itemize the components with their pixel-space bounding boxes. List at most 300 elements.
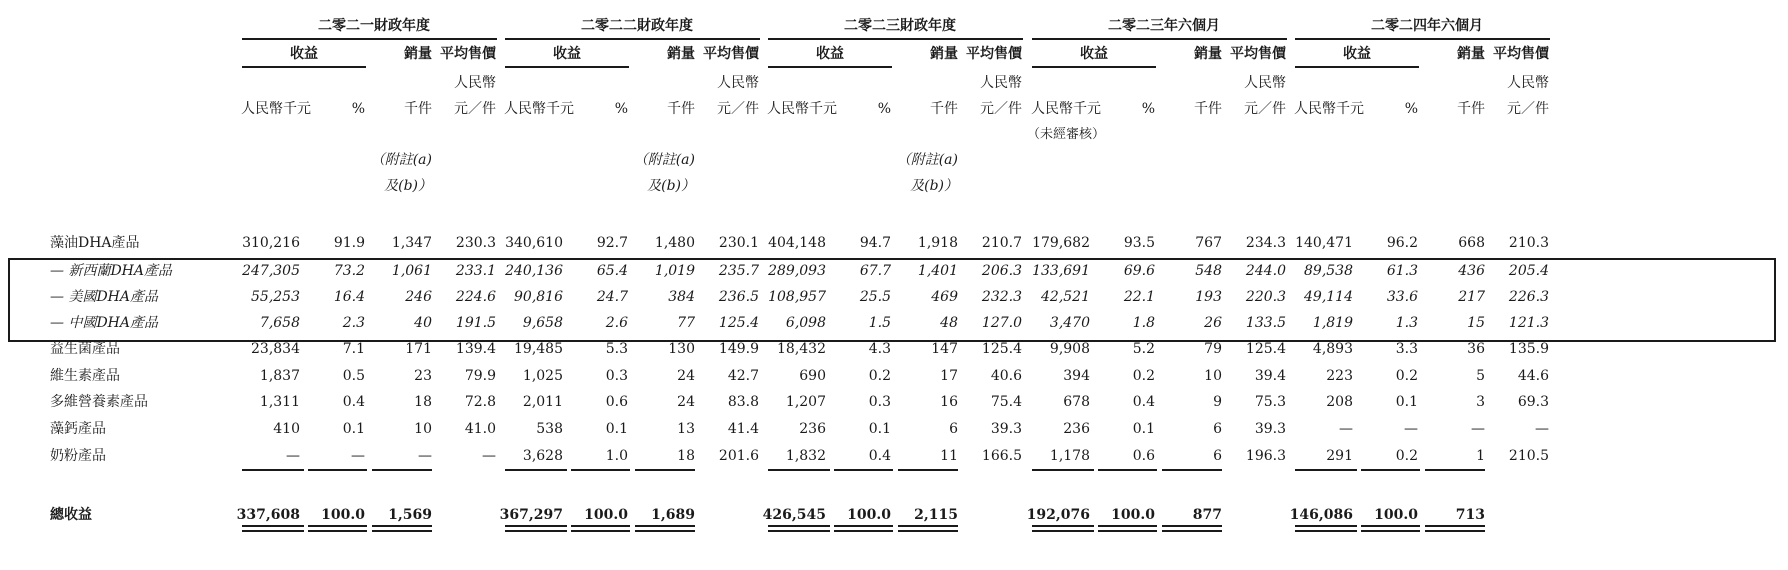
unit-thousand-units: 千件 [1194, 101, 1222, 117]
table-cell: 410 [273, 421, 300, 437]
table-cell: 193 [1195, 289, 1222, 305]
table-cell: 171 [405, 341, 432, 357]
table-cell: 7,658 [259, 315, 300, 331]
table-cell: 65.4 [596, 263, 628, 279]
table-cell: — [418, 448, 432, 464]
total-cell: 2,115 [914, 507, 958, 523]
table-cell: 3,628 [522, 448, 563, 464]
table-cell: 139.4 [455, 341, 496, 357]
table-cell: 3 [1476, 394, 1485, 410]
table-cell: 1,025 [522, 368, 563, 384]
total-double-rule [1098, 525, 1157, 527]
table-cell: 340,610 [505, 235, 563, 251]
table-cell: 0.1 [342, 421, 365, 437]
unit-rmb-per-item: 元／件 [454, 101, 496, 117]
total-double-rule [1032, 530, 1094, 532]
revenue-underline [1032, 66, 1156, 68]
subtotal-rule [1295, 469, 1357, 471]
volume-header: 銷量 [1457, 46, 1485, 62]
table-cell: 16.4 [333, 289, 365, 305]
table-cell: 41.0 [464, 421, 496, 437]
table-cell: — [1404, 421, 1418, 437]
table-cell: 240,136 [505, 263, 563, 279]
table-cell: 235.7 [718, 263, 759, 279]
row-label: — 中國DHA產品 [50, 315, 158, 331]
table-cell: 236 [799, 421, 826, 437]
total-double-rule [768, 525, 830, 527]
table-cell: 44.6 [1517, 368, 1549, 384]
avg-price-header: 平均售價 [440, 46, 496, 62]
period-underline [1295, 38, 1550, 40]
table-cell: 41.4 [727, 421, 759, 437]
total-double-rule [308, 530, 367, 532]
total-double-rule [242, 530, 304, 532]
table-cell: 127.0 [981, 315, 1022, 331]
avg-price-header: 平均售價 [1230, 46, 1286, 62]
table-cell: — [1339, 421, 1353, 437]
table-cell: 135.9 [1508, 341, 1549, 357]
table-cell: 0.6 [1132, 448, 1155, 464]
revenue-header: 收益 [816, 46, 844, 62]
total-double-rule [635, 525, 695, 527]
unit-rmb-line1: 人民幣 [717, 75, 759, 91]
table-cell: 147 [931, 341, 958, 357]
unit-rmb-thousand: 人民幣千元 [1031, 101, 1101, 117]
table-cell: 310,216 [242, 235, 300, 251]
table-cell: 1,207 [785, 394, 826, 410]
subtotal-rule [635, 469, 695, 471]
total-double-rule [372, 530, 432, 532]
table-cell: 3.3 [1395, 341, 1418, 357]
period-header: 二零二一財政年度 [318, 18, 430, 34]
note-a-line1: （附註(a) [633, 152, 695, 168]
table-cell: 39.3 [990, 421, 1022, 437]
total-double-rule [1425, 530, 1485, 532]
total-cell: 192,076 [1026, 507, 1090, 523]
table-cell: 96.2 [1386, 235, 1418, 251]
avg-price-header: 平均售價 [1493, 46, 1549, 62]
total-double-rule [1361, 530, 1420, 532]
table-cell: 224.6 [455, 289, 496, 305]
table-cell: 75.3 [1254, 394, 1286, 410]
table-cell: 121.3 [1508, 315, 1549, 331]
table-cell: 83.8 [727, 394, 759, 410]
table-cell: 133.5 [1245, 315, 1286, 331]
table-cell: 6 [949, 421, 958, 437]
table-cell: 767 [1195, 235, 1222, 251]
table-cell: 244.0 [1245, 263, 1286, 279]
unit-rmb-per-item: 元／件 [717, 101, 759, 117]
unit-percent: % [1404, 101, 1418, 117]
table-cell: 0.4 [1132, 394, 1155, 410]
table-cell: 0.3 [868, 394, 891, 410]
table-cell: 42.7 [727, 368, 759, 384]
total-cell: 100.0 [847, 507, 891, 523]
total-double-rule [1295, 530, 1357, 532]
table-cell: 191.5 [455, 315, 496, 331]
table-cell: 18,432 [777, 341, 826, 357]
table-cell: — [351, 448, 365, 464]
total-cell: 100.0 [584, 507, 628, 523]
table-cell: 196.3 [1245, 448, 1286, 464]
table-cell: 67.7 [859, 263, 891, 279]
table-cell: 1,837 [259, 368, 300, 384]
table-cell: 1,347 [391, 235, 432, 251]
table-cell: 39.4 [1254, 368, 1286, 384]
table-cell: 384 [668, 289, 695, 305]
table-cell: 0.4 [868, 448, 891, 464]
table-cell: 9,658 [522, 315, 563, 331]
table-cell: 5.2 [1132, 341, 1155, 357]
table-cell: 230.3 [455, 235, 496, 251]
table-cell: 0.1 [605, 421, 628, 437]
subtotal-rule [1098, 469, 1157, 471]
table-cell: 9 [1213, 394, 1222, 410]
revenue-header: 收益 [1343, 46, 1371, 62]
unit-thousand-units: 千件 [404, 101, 432, 117]
table-cell: 208 [1326, 394, 1353, 410]
table-cell: 223 [1326, 368, 1353, 384]
table-cell: 1,061 [391, 263, 432, 279]
avg-price-header: 平均售價 [966, 46, 1022, 62]
total-double-rule [505, 530, 567, 532]
table-cell: 3,470 [1049, 315, 1090, 331]
table-cell: 246 [405, 289, 432, 305]
total-double-rule [898, 525, 958, 527]
total-cell: 100.0 [1111, 507, 1155, 523]
table-cell: 0.1 [1132, 421, 1155, 437]
revenue-header: 收益 [553, 46, 581, 62]
table-cell: 48 [940, 315, 958, 331]
table-cell: 7.1 [342, 341, 365, 357]
volume-header: 銷量 [404, 46, 432, 62]
table-cell: 234.3 [1245, 235, 1286, 251]
table-cell: 23 [414, 368, 432, 384]
total-double-rule [308, 525, 367, 527]
unit-rmb-line1: 人民幣 [1507, 75, 1549, 91]
total-double-rule [834, 530, 893, 532]
unit-percent: % [877, 101, 891, 117]
unit-thousand-units: 千件 [1457, 101, 1485, 117]
table-cell: 36 [1467, 341, 1485, 357]
revenue-underline [242, 66, 366, 68]
table-cell: 9,908 [1049, 341, 1090, 357]
table-cell: 404,148 [768, 235, 826, 251]
unit-rmb-thousand: 人民幣千元 [241, 101, 311, 117]
table-cell: 0.2 [1132, 368, 1155, 384]
table-cell: 236 [1063, 421, 1090, 437]
table-cell: 26 [1204, 315, 1222, 331]
table-cell: 10 [1204, 368, 1222, 384]
total-double-rule [1162, 530, 1222, 532]
table-cell: 42,521 [1041, 289, 1090, 305]
note-a-line2: 及(b)） [910, 178, 958, 194]
period-underline [1032, 38, 1287, 40]
table-cell: 18 [414, 394, 432, 410]
table-cell: 92.7 [596, 235, 628, 251]
unit-rmb-line1: 人民幣 [980, 75, 1022, 91]
table-cell: 0.1 [1395, 394, 1418, 410]
note-a-line2: 及(b)） [384, 178, 432, 194]
unit-rmb-per-item: 元／件 [1244, 101, 1286, 117]
revenue-header: 收益 [290, 46, 318, 62]
subtotal-rule [768, 469, 830, 471]
table-cell: 436 [1458, 263, 1485, 279]
revenue-underline [505, 66, 629, 68]
table-cell: 166.5 [981, 448, 1022, 464]
table-cell: 1,918 [917, 235, 958, 251]
table-cell: 226.3 [1508, 289, 1549, 305]
table-cell: 93.5 [1123, 235, 1155, 251]
unit-rmb-line1: 人民幣 [1244, 75, 1286, 91]
table-cell: 1,311 [259, 394, 300, 410]
period-underline [242, 38, 497, 40]
note-a-line1: （附註(a) [896, 152, 958, 168]
total-double-rule [505, 525, 567, 527]
total-cell: 1,569 [388, 507, 432, 523]
table-cell: 538 [536, 421, 563, 437]
table-cell: 394 [1063, 368, 1090, 384]
table-cell: — [1471, 421, 1485, 437]
volume-header: 銷量 [930, 46, 958, 62]
table-cell: 149.9 [718, 341, 759, 357]
table-cell: 220.3 [1245, 289, 1286, 305]
table-cell: 0.2 [1395, 368, 1418, 384]
unit-rmb-thousand: 人民幣千元 [767, 101, 837, 117]
total-double-rule [635, 530, 695, 532]
unit-percent: % [614, 101, 628, 117]
subtotal-rule [1032, 469, 1094, 471]
subtotal-rule [242, 469, 304, 471]
subtotal-rule [1162, 469, 1222, 471]
total-label: 總收益 [50, 507, 92, 523]
revenue-underline [768, 66, 892, 68]
table-cell: 49,114 [1304, 289, 1353, 305]
total-double-rule [768, 530, 830, 532]
table-cell: 1,401 [917, 263, 958, 279]
row-label: 奶粉產品 [50, 448, 106, 464]
table-cell: 15 [1467, 315, 1485, 331]
table-cell: 210.3 [1508, 235, 1549, 251]
note-a-line1: （附註(a) [370, 152, 432, 168]
table-cell: 236.5 [718, 289, 759, 305]
table-cell: 75.4 [990, 394, 1022, 410]
row-label: 多維營養素產品 [50, 394, 148, 410]
period-underline [768, 38, 1023, 40]
table-cell: 73.2 [333, 263, 365, 279]
subtotal-rule [1425, 469, 1485, 471]
table-cell: 72.8 [464, 394, 496, 410]
total-cell: 146,086 [1289, 507, 1353, 523]
table-cell: 17 [940, 368, 958, 384]
total-double-rule [372, 525, 432, 527]
table-cell: 40 [414, 315, 432, 331]
table-cell: — [482, 448, 496, 464]
note-a-line2: 及(b)） [647, 178, 695, 194]
table-cell: 678 [1063, 394, 1090, 410]
revenue-underline [1295, 66, 1419, 68]
subtotal-rule [571, 469, 630, 471]
row-label: 藻鈣產品 [50, 421, 106, 437]
period-header: 二零二四年六個月 [1371, 18, 1483, 34]
table-cell: 10 [414, 421, 432, 437]
table-cell: 25.5 [859, 289, 891, 305]
volume-header: 銷量 [667, 46, 695, 62]
volume-header: 銷量 [1194, 46, 1222, 62]
period-header: 二零二三年六個月 [1108, 18, 1220, 34]
table-cell: 2.3 [342, 315, 365, 331]
table-cell: 69.3 [1517, 394, 1549, 410]
table-cell: 289,093 [768, 263, 826, 279]
table-cell: 79 [1204, 341, 1222, 357]
table-cell: 1,178 [1049, 448, 1090, 464]
table-cell: — [1535, 421, 1549, 437]
table-cell: 0.3 [605, 368, 628, 384]
unit-thousand-units: 千件 [930, 101, 958, 117]
table-cell: 217 [1458, 289, 1485, 305]
table-cell: 0.6 [605, 394, 628, 410]
table-cell: 33.6 [1386, 289, 1418, 305]
dha-breakdown-highlight-box [8, 258, 1776, 342]
unit-rmb-per-item: 元／件 [980, 101, 1022, 117]
period-header: 二零二三財政年度 [844, 18, 956, 34]
table-cell: 201.6 [718, 448, 759, 464]
total-cell: 1,689 [651, 507, 695, 523]
unit-rmb-per-item: 元／件 [1507, 101, 1549, 117]
table-cell: 24.7 [596, 289, 628, 305]
subtotal-rule [898, 469, 958, 471]
table-cell: 90,816 [514, 289, 563, 305]
table-cell: 6 [1213, 421, 1222, 437]
table-cell: 210.5 [1508, 448, 1549, 464]
table-cell: 125.4 [1245, 341, 1286, 357]
table-cell: 61.3 [1386, 263, 1418, 279]
table-cell: 1,819 [1312, 315, 1353, 331]
table-cell: 291 [1326, 448, 1353, 464]
revenue-header: 收益 [1080, 46, 1108, 62]
table-cell: 668 [1458, 235, 1485, 251]
total-cell: 426,545 [762, 507, 826, 523]
total-cell: 100.0 [1374, 507, 1418, 523]
table-cell: 23,834 [251, 341, 300, 357]
total-double-rule [1425, 525, 1485, 527]
table-cell: 233.1 [455, 263, 496, 279]
table-cell: 125.4 [718, 315, 759, 331]
table-cell: 4.3 [868, 341, 891, 357]
table-cell: 69.6 [1123, 263, 1155, 279]
table-cell: 230.1 [718, 235, 759, 251]
table-cell: 0.1 [868, 421, 891, 437]
total-double-rule [571, 525, 630, 527]
unit-rmb-line1: 人民幣 [454, 75, 496, 91]
total-double-rule [1162, 525, 1222, 527]
row-label: 維生素產品 [50, 368, 120, 384]
total-double-rule [1098, 530, 1157, 532]
table-cell: 1.3 [1395, 315, 1418, 331]
table-cell: 1.8 [1132, 315, 1155, 331]
table-cell: 206.3 [981, 263, 1022, 279]
row-label: 益生菌產品 [50, 341, 120, 357]
table-cell: 6 [1213, 448, 1222, 464]
table-cell: — [286, 448, 300, 464]
total-cell: 877 [1192, 507, 1222, 523]
total-double-rule [242, 525, 304, 527]
table-cell: 1,832 [785, 448, 826, 464]
subtotal-rule [834, 469, 893, 471]
table-cell: 24 [677, 394, 695, 410]
total-double-rule [1032, 525, 1094, 527]
table-cell: 210.7 [981, 235, 1022, 251]
table-cell: 13 [677, 421, 695, 437]
table-cell: 1 [1476, 448, 1485, 464]
unit-rmb-thousand: 人民幣千元 [1294, 101, 1364, 117]
total-double-rule [571, 530, 630, 532]
subtotal-rule [308, 469, 367, 471]
unit-percent: % [1141, 101, 1155, 117]
table-cell: 0.4 [342, 394, 365, 410]
total-cell: 100.0 [321, 507, 365, 523]
table-cell: 1.0 [605, 448, 628, 464]
table-cell: 1,480 [654, 235, 695, 251]
table-cell: 232.3 [981, 289, 1022, 305]
table-cell: 89,538 [1304, 263, 1353, 279]
table-cell: 91.9 [333, 235, 365, 251]
unit-rmb-thousand: 人民幣千元 [504, 101, 574, 117]
table-cell: 79.9 [464, 368, 496, 384]
table-cell: 4,893 [1312, 341, 1353, 357]
row-label: — 美國DHA產品 [50, 289, 158, 305]
total-cell: 337,608 [236, 507, 300, 523]
table-cell: 179,682 [1032, 235, 1090, 251]
table-cell: 16 [940, 394, 958, 410]
row-label: — 新西蘭DHA產品 [50, 263, 172, 279]
table-cell: 24 [677, 368, 695, 384]
table-cell: 130 [668, 341, 695, 357]
unit-percent: % [351, 101, 365, 117]
total-double-rule [898, 530, 958, 532]
table-cell: 39.3 [1254, 421, 1286, 437]
table-cell: 5.3 [605, 341, 628, 357]
table-cell: 1,019 [654, 263, 695, 279]
table-cell: 55,253 [251, 289, 300, 305]
table-cell: 0.5 [342, 368, 365, 384]
table-cell: 108,957 [768, 289, 826, 305]
total-cell: 713 [1455, 507, 1485, 523]
table-cell: 548 [1195, 263, 1222, 279]
table-cell: 2,011 [522, 394, 563, 410]
table-cell: 0.2 [868, 368, 891, 384]
total-cell: 367,297 [499, 507, 563, 523]
table-cell: 6,098 [785, 315, 826, 331]
period-underline [505, 38, 760, 40]
table-cell: 19,485 [514, 341, 563, 357]
total-double-rule [834, 525, 893, 527]
row-label: 藻油DHA產品 [50, 235, 140, 251]
table-cell: 11 [940, 448, 958, 464]
table-cell: 5 [1476, 368, 1485, 384]
table-cell: 205.4 [1508, 263, 1549, 279]
avg-price-header: 平均售價 [703, 46, 759, 62]
table-cell: 140,471 [1295, 235, 1353, 251]
table-cell: 94.7 [859, 235, 891, 251]
table-cell: 0.2 [1395, 448, 1418, 464]
table-cell: 1.5 [868, 315, 891, 331]
table-cell: 22.1 [1123, 289, 1155, 305]
table-cell: 40.6 [990, 368, 1022, 384]
table-cell: 2.6 [605, 315, 628, 331]
period-header: 二零二二財政年度 [581, 18, 693, 34]
total-double-rule [1295, 525, 1357, 527]
